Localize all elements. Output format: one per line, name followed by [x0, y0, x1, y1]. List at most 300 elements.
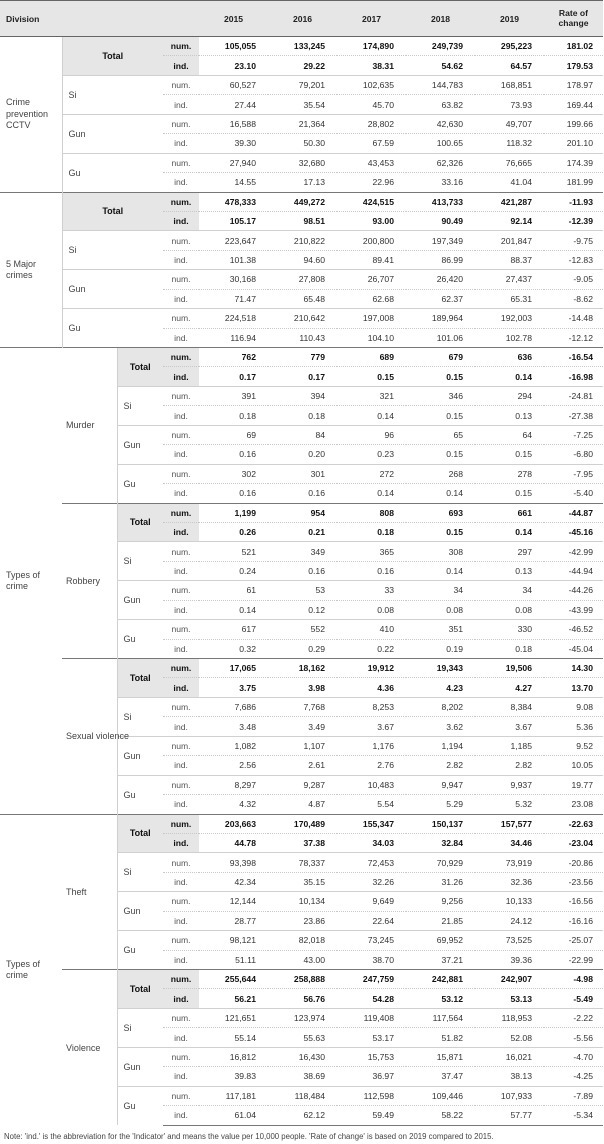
rate-of-change-cell: -12.39	[544, 211, 603, 230]
value-cell: 3.98	[268, 678, 337, 697]
value-cell: 34	[406, 581, 475, 600]
value-cell: 346	[406, 386, 475, 405]
value-cell: 42,630	[406, 114, 475, 133]
row-kind-label: num.	[163, 697, 199, 716]
row-group-label: Total	[62, 192, 163, 231]
row-kind-label: ind.	[163, 484, 199, 503]
value-cell: 0.08	[337, 600, 406, 619]
value-cell: 954	[268, 503, 337, 522]
value-cell: 255,644	[199, 970, 268, 989]
table-row	[0, 270, 603, 289]
value-cell: 0.18	[475, 639, 544, 658]
value-cell: 16,588	[199, 114, 268, 133]
value-cell: 762	[199, 348, 268, 367]
value-cell: 272	[337, 464, 406, 483]
row-kind-label: ind.	[163, 950, 199, 969]
row-kind-label: num.	[163, 153, 199, 172]
value-cell: 93,398	[199, 853, 268, 872]
value-cell: 0.21	[268, 522, 337, 541]
row-kind-label: num.	[163, 853, 199, 872]
value-cell: 197,008	[337, 309, 406, 328]
row-group-label: Si	[62, 75, 163, 114]
value-cell: 2.61	[268, 756, 337, 775]
value-cell: 38.13	[475, 1067, 544, 1086]
value-cell: 49,707	[475, 114, 544, 133]
value-cell: 133,245	[268, 37, 337, 56]
value-cell: 17,065	[199, 659, 268, 678]
rate-of-change-cell: 178.97	[544, 75, 603, 94]
value-cell: 116.94	[199, 328, 268, 347]
value-cell: 197,349	[406, 231, 475, 250]
value-cell: 3.75	[199, 678, 268, 697]
value-cell: 15,871	[406, 1047, 475, 1066]
value-cell: 73.93	[475, 95, 544, 114]
table-row-total	[0, 814, 603, 833]
value-cell: 0.18	[268, 406, 337, 425]
value-cell: 174,890	[337, 37, 406, 56]
value-cell: 0.15	[406, 406, 475, 425]
table-header-row	[0, 1, 603, 37]
value-cell: 51.82	[406, 1028, 475, 1047]
row-kind-label: num.	[163, 931, 199, 950]
value-cell: 0.12	[268, 600, 337, 619]
row-kind-label: num.	[163, 892, 199, 911]
value-cell: 144,783	[406, 75, 475, 94]
value-cell: 93.00	[337, 211, 406, 230]
row-kind-label: ind.	[163, 445, 199, 464]
value-cell: 170,489	[268, 814, 337, 833]
value-cell: 779	[268, 348, 337, 367]
value-cell: 3.67	[337, 717, 406, 736]
value-cell: 101.06	[406, 328, 475, 347]
row-group-label: Si	[117, 386, 163, 425]
rate-of-change-cell: 181.02	[544, 37, 603, 56]
rate-of-change-cell: -7.25	[544, 425, 603, 444]
row-group-label: Gun	[117, 1047, 163, 1086]
table-row	[0, 75, 603, 94]
value-cell: 22.96	[337, 173, 406, 192]
value-cell: 242,881	[406, 970, 475, 989]
value-cell: 9,649	[337, 892, 406, 911]
subsection-label: Sexual violence	[62, 659, 117, 815]
value-cell: 9,947	[406, 775, 475, 794]
rate-of-change-cell: -44.87	[544, 503, 603, 522]
value-cell: 34	[475, 581, 544, 600]
value-cell: 21.85	[406, 911, 475, 930]
value-cell: 552	[268, 620, 337, 639]
value-cell: 330	[475, 620, 544, 639]
row-kind-label: ind.	[163, 600, 199, 619]
rate-of-change-cell: -5.49	[544, 989, 603, 1008]
value-cell: 249,739	[406, 37, 475, 56]
value-cell: 33	[337, 581, 406, 600]
value-cell: 1,199	[199, 503, 268, 522]
value-cell: 31.26	[406, 872, 475, 891]
subsection-label: Robbery	[62, 503, 117, 659]
value-cell: 32.84	[406, 833, 475, 852]
value-cell: 0.08	[406, 600, 475, 619]
value-cell: 0.14	[337, 484, 406, 503]
row-kind-label: num.	[163, 1086, 199, 1105]
row-kind-label: num.	[163, 192, 199, 211]
value-cell: 278	[475, 464, 544, 483]
value-cell: 0.26	[199, 522, 268, 541]
header-year-2019: 2019	[475, 1, 544, 37]
rate-of-change-cell: -42.99	[544, 542, 603, 561]
value-cell: 2.76	[337, 756, 406, 775]
value-cell: 394	[268, 386, 337, 405]
value-cell: 661	[475, 503, 544, 522]
row-group-label: Gu	[117, 464, 163, 503]
value-cell: 3.67	[475, 717, 544, 736]
rate-of-change-cell: -22.99	[544, 950, 603, 969]
value-cell: 65.48	[268, 289, 337, 308]
value-cell: 192,003	[475, 309, 544, 328]
value-cell: 34.03	[337, 833, 406, 852]
value-cell: 0.15	[475, 484, 544, 503]
rate-of-change-cell: -16.16	[544, 911, 603, 930]
section-label: Types of crime	[0, 814, 62, 1125]
value-cell: 118.32	[475, 134, 544, 153]
value-cell: 79,201	[268, 75, 337, 94]
value-cell: 62.12	[268, 1106, 337, 1125]
value-cell: 118,953	[475, 1008, 544, 1027]
value-cell: 189,964	[406, 309, 475, 328]
rate-of-change-cell: -4.25	[544, 1067, 603, 1086]
subsection-label: Murder	[62, 348, 117, 504]
table-row	[0, 114, 603, 133]
value-cell: 7,768	[268, 697, 337, 716]
row-kind-label: ind.	[163, 522, 199, 541]
value-cell: 63.82	[406, 95, 475, 114]
value-cell: 210,642	[268, 309, 337, 328]
row-group-label: Total	[117, 970, 163, 1009]
value-cell: 308	[406, 542, 475, 561]
row-kind-label: num.	[163, 425, 199, 444]
value-cell: 0.16	[199, 484, 268, 503]
rate-of-change-cell: 199.66	[544, 114, 603, 133]
value-cell: 28.77	[199, 911, 268, 930]
value-cell: 0.15	[406, 522, 475, 541]
value-cell: 76,665	[475, 153, 544, 172]
value-cell: 64	[475, 425, 544, 444]
value-cell: 14.55	[199, 173, 268, 192]
row-group-label: Gun	[62, 270, 163, 309]
row-kind-label: num.	[163, 542, 199, 561]
value-cell: 0.24	[199, 561, 268, 580]
value-cell: 2.82	[406, 756, 475, 775]
value-cell: 4.36	[337, 678, 406, 697]
value-cell: 53.12	[406, 989, 475, 1008]
value-cell: 94.60	[268, 250, 337, 269]
value-cell: 410	[337, 620, 406, 639]
rate-of-change-cell: -14.48	[544, 309, 603, 328]
row-kind-label: ind.	[163, 328, 199, 347]
rate-of-change-cell: -16.56	[544, 892, 603, 911]
row-kind-label: num.	[163, 270, 199, 289]
rate-of-change-cell: -12.83	[544, 250, 603, 269]
value-cell: 258,888	[268, 970, 337, 989]
value-cell: 295,223	[475, 37, 544, 56]
value-cell: 102,635	[337, 75, 406, 94]
value-cell: 62,326	[406, 153, 475, 172]
row-kind-label: num.	[163, 464, 199, 483]
value-cell: 617	[199, 620, 268, 639]
rate-of-change-cell: 179.53	[544, 56, 603, 75]
row-kind-label: num.	[163, 309, 199, 328]
row-kind-label: ind.	[163, 756, 199, 775]
row-kind-label: num.	[163, 75, 199, 94]
value-cell: 38.31	[337, 56, 406, 75]
value-cell: 693	[406, 503, 475, 522]
value-cell: 224,518	[199, 309, 268, 328]
value-cell: 96	[337, 425, 406, 444]
table-row-total	[0, 348, 603, 367]
value-cell: 16,021	[475, 1047, 544, 1066]
row-kind-label: num.	[163, 775, 199, 794]
value-cell: 88.37	[475, 250, 544, 269]
value-cell: 35.54	[268, 95, 337, 114]
row-kind-label: ind.	[163, 1067, 199, 1086]
value-cell: 365	[337, 542, 406, 561]
value-cell: 18,162	[268, 659, 337, 678]
value-cell: 98,121	[199, 931, 268, 950]
value-cell: 90.49	[406, 211, 475, 230]
value-cell: 0.17	[199, 367, 268, 386]
value-cell: 8,384	[475, 697, 544, 716]
rate-of-change-cell: -5.34	[544, 1106, 603, 1125]
value-cell: 4.32	[199, 795, 268, 814]
value-cell: 1,194	[406, 736, 475, 755]
value-cell: 0.22	[337, 639, 406, 658]
value-cell: 349	[268, 542, 337, 561]
row-kind-label: num.	[163, 386, 199, 405]
value-cell: 351	[406, 620, 475, 639]
value-cell: 119,408	[337, 1008, 406, 1027]
rate-of-change-cell: 9.08	[544, 697, 603, 716]
value-cell: 69,952	[406, 931, 475, 950]
value-cell: 54.62	[406, 56, 475, 75]
value-cell: 56.76	[268, 989, 337, 1008]
row-group-label: Gu	[117, 931, 163, 970]
row-group-label: Si	[62, 231, 163, 270]
value-cell: 71.47	[199, 289, 268, 308]
value-cell: 112,598	[337, 1086, 406, 1105]
row-kind-label: ind.	[163, 406, 199, 425]
row-kind-label: ind.	[163, 1106, 199, 1125]
value-cell: 100.65	[406, 134, 475, 153]
value-cell: 4.27	[475, 678, 544, 697]
value-cell: 82,018	[268, 931, 337, 950]
value-cell: 0.29	[268, 639, 337, 658]
value-cell: 1,185	[475, 736, 544, 755]
rate-of-change-cell: -4.98	[544, 970, 603, 989]
row-kind-label: num.	[163, 970, 199, 989]
row-group-label: Si	[117, 697, 163, 736]
row-kind-label: ind.	[163, 639, 199, 658]
row-kind-label: num.	[163, 348, 199, 367]
value-cell: 118,484	[268, 1086, 337, 1105]
rate-of-change-cell: -22.63	[544, 814, 603, 833]
table-row-total	[0, 970, 603, 989]
value-cell: 0.23	[337, 445, 406, 464]
header-year-2016: 2016	[268, 1, 337, 37]
value-cell: 37.38	[268, 833, 337, 852]
value-cell: 0.16	[268, 484, 337, 503]
value-cell: 73,525	[475, 931, 544, 950]
rate-of-change-cell: -43.99	[544, 600, 603, 619]
value-cell: 54.28	[337, 989, 406, 1008]
value-cell: 297	[475, 542, 544, 561]
value-cell: 37.47	[406, 1067, 475, 1086]
value-cell: 110.43	[268, 328, 337, 347]
value-cell: 19,912	[337, 659, 406, 678]
value-cell: 23.86	[268, 911, 337, 930]
value-cell: 32.26	[337, 872, 406, 891]
value-cell: 23.10	[199, 56, 268, 75]
value-cell: 0.15	[406, 367, 475, 386]
rate-of-change-cell: -6.80	[544, 445, 603, 464]
rate-of-change-cell: -12.12	[544, 328, 603, 347]
row-kind-label: num.	[163, 736, 199, 755]
value-cell: 45.70	[337, 95, 406, 114]
value-cell: 55.63	[268, 1028, 337, 1047]
row-kind-label: ind.	[163, 678, 199, 697]
value-cell: 0.15	[337, 367, 406, 386]
value-cell: 38.69	[268, 1067, 337, 1086]
rate-of-change-cell: 5.36	[544, 717, 603, 736]
row-group-label: Si	[117, 853, 163, 892]
row-kind-label: ind.	[163, 911, 199, 930]
row-kind-label: num.	[163, 620, 199, 639]
value-cell: 2.56	[199, 756, 268, 775]
value-cell: 50.30	[268, 134, 337, 153]
value-cell: 33.16	[406, 173, 475, 192]
value-cell: 123,974	[268, 1008, 337, 1027]
row-kind-label: num.	[163, 1047, 199, 1066]
value-cell: 808	[337, 503, 406, 522]
rate-of-change-cell: 10.05	[544, 756, 603, 775]
value-cell: 19,506	[475, 659, 544, 678]
rate-of-change-cell: -16.54	[544, 348, 603, 367]
table-row-total	[0, 192, 603, 211]
row-kind-label: ind.	[163, 289, 199, 308]
rate-of-change-cell: 13.70	[544, 678, 603, 697]
value-cell: 421,287	[475, 192, 544, 211]
row-group-label: Gun	[62, 114, 163, 153]
value-cell: 1,082	[199, 736, 268, 755]
rate-of-change-cell: -8.62	[544, 289, 603, 308]
rate-of-change-cell: -2.22	[544, 1008, 603, 1027]
rate-of-change-cell: 14.30	[544, 659, 603, 678]
rate-of-change-cell: -9.75	[544, 231, 603, 250]
table-row	[0, 153, 603, 172]
subsection-label: Violence	[62, 970, 117, 1126]
value-cell: 8,297	[199, 775, 268, 794]
value-cell: 51.11	[199, 950, 268, 969]
value-cell: 0.13	[475, 561, 544, 580]
value-cell: 2.82	[475, 756, 544, 775]
value-cell: 62.37	[406, 289, 475, 308]
row-kind-label: num.	[163, 231, 199, 250]
value-cell: 17.13	[268, 173, 337, 192]
rate-of-change-cell: -24.81	[544, 386, 603, 405]
rate-of-change-cell: -11.93	[544, 192, 603, 211]
header-year-2015: 2015	[199, 1, 268, 37]
value-cell: 27.44	[199, 95, 268, 114]
value-cell: 0.15	[406, 445, 475, 464]
value-cell: 0.14	[475, 522, 544, 541]
value-cell: 92.14	[475, 211, 544, 230]
value-cell: 61.04	[199, 1106, 268, 1125]
row-kind-label: ind.	[163, 173, 199, 192]
value-cell: 9,937	[475, 775, 544, 794]
value-cell: 52.08	[475, 1028, 544, 1047]
rate-of-change-cell: -46.52	[544, 620, 603, 639]
value-cell: 302	[199, 464, 268, 483]
rate-of-change-cell: -44.94	[544, 561, 603, 580]
row-group-label: Total	[117, 814, 163, 853]
rate-of-change-cell: 19.77	[544, 775, 603, 794]
value-cell: 117,564	[406, 1008, 475, 1027]
value-cell: 1,107	[268, 736, 337, 755]
value-cell: 301	[268, 464, 337, 483]
value-cell: 12,144	[199, 892, 268, 911]
value-cell: 104.10	[337, 328, 406, 347]
rate-of-change-cell: -9.05	[544, 270, 603, 289]
value-cell: 30,168	[199, 270, 268, 289]
value-cell: 24.12	[475, 911, 544, 930]
value-cell: 37.21	[406, 950, 475, 969]
value-cell: 0.17	[268, 367, 337, 386]
value-cell: 150,137	[406, 814, 475, 833]
value-cell: 4.87	[268, 795, 337, 814]
value-cell: 41.04	[475, 173, 544, 192]
table-row	[0, 309, 603, 328]
rate-of-change-cell: 181.99	[544, 173, 603, 192]
value-cell: 55.14	[199, 1028, 268, 1047]
value-cell: 64.57	[475, 56, 544, 75]
value-cell: 0.14	[199, 600, 268, 619]
value-cell: 65.31	[475, 289, 544, 308]
value-cell: 0.18	[199, 406, 268, 425]
value-cell: 32,680	[268, 153, 337, 172]
value-cell: 0.16	[337, 561, 406, 580]
value-cell: 29.22	[268, 56, 337, 75]
value-cell: 8,202	[406, 697, 475, 716]
value-cell: 0.15	[475, 445, 544, 464]
value-cell: 65	[406, 425, 475, 444]
value-cell: 9,256	[406, 892, 475, 911]
section-label: Types of crime	[0, 348, 62, 815]
value-cell: 0.19	[406, 639, 475, 658]
row-kind-label: ind.	[163, 1028, 199, 1047]
rate-of-change-cell: 169.44	[544, 95, 603, 114]
value-cell: 10,133	[475, 892, 544, 911]
value-cell: 39.30	[199, 134, 268, 153]
value-cell: 0.14	[337, 406, 406, 425]
value-cell: 157,577	[475, 814, 544, 833]
value-cell: 69	[199, 425, 268, 444]
value-cell: 26,420	[406, 270, 475, 289]
value-cell: 223,647	[199, 231, 268, 250]
value-cell: 105.17	[199, 211, 268, 230]
value-cell: 391	[199, 386, 268, 405]
rate-of-change-cell: 9.52	[544, 736, 603, 755]
rate-of-change-cell: -16.98	[544, 367, 603, 386]
value-cell: 102.78	[475, 328, 544, 347]
header-year-2017: 2017	[337, 1, 406, 37]
